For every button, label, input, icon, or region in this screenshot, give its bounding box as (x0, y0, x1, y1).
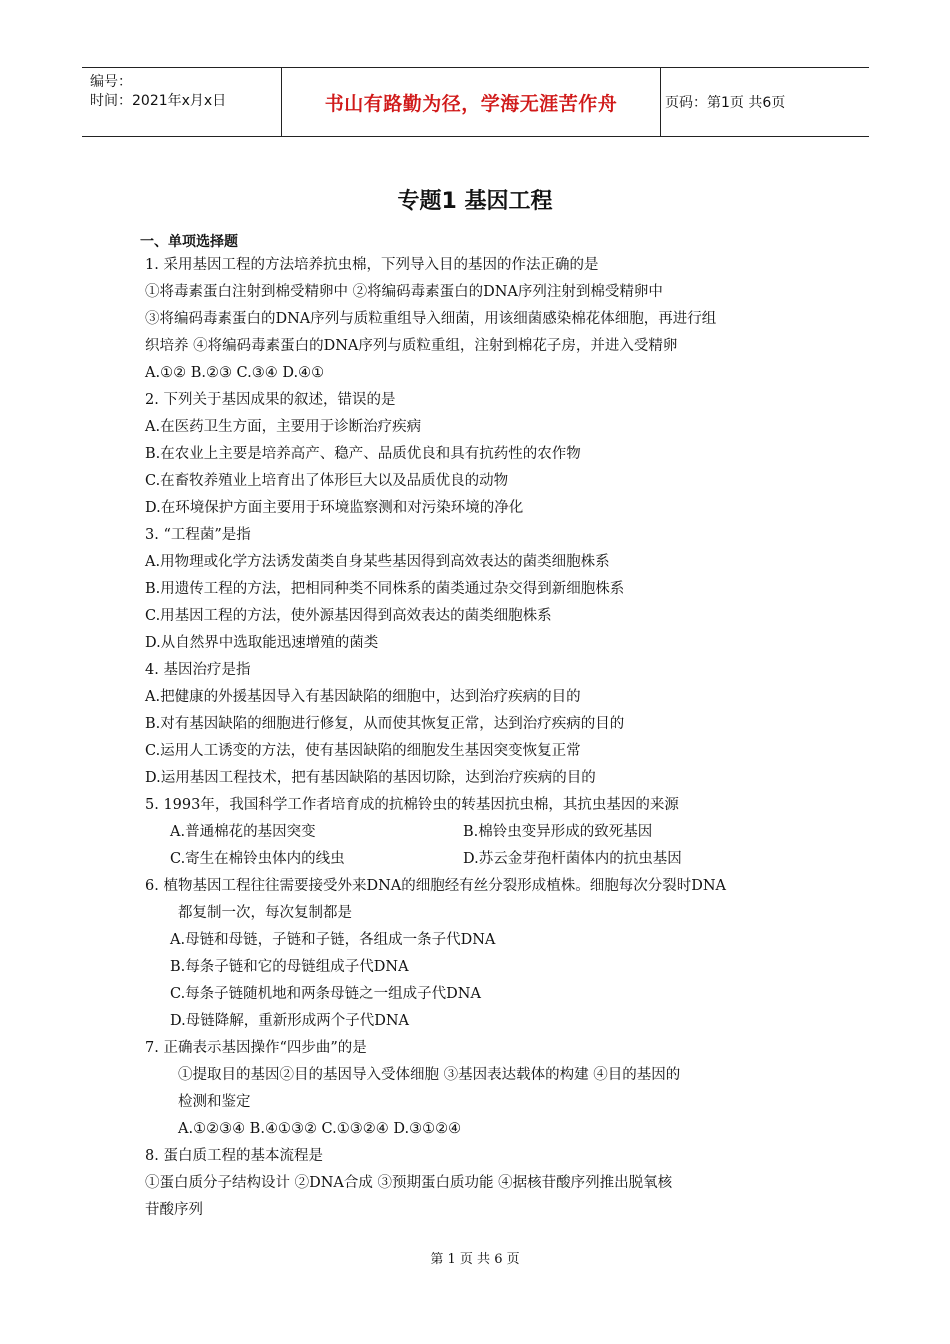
question-line: ①蛋白质分子结构设计 ②DNA合成 ③预期蛋白质功能 ④据核苷酸序列推出脱氧核 (145, 1175, 673, 1191)
question-line: 4. 基因治疗是指 (145, 662, 251, 678)
option-a: A.普通棉花的基因突变 (170, 824, 316, 840)
question-line: 5. 1993年，我国科学工作者培育成的抗棉铃虫的转基因抗虫棉，其抗虫基因的来源 (145, 797, 679, 813)
question-line: 3. “工程菌”是指 (145, 527, 251, 543)
page-label: 页码：第1页 共6页 (665, 95, 786, 111)
answer-options: A.①②③④ B.④①③② C.①③②④ D.③①②④ (178, 1121, 462, 1137)
question-line: 织培养 ④将编码毒素蛋白的DNA序列与质粒重组，注射到棉花子房，并进入受精卵 (145, 338, 678, 354)
question-line: B.对有基因缺陷的细胞进行修复，从而使其恢复正常，达到治疗疾病的目的 (145, 716, 625, 732)
header-page-cell (660, 68, 869, 136)
question-line: B.在农业上主要是培养高产、稳产、品质优良和具有抗药性的农作物 (145, 446, 581, 462)
question-line: 7. 正确表示基因操作“四步曲”的是 (145, 1040, 367, 1056)
question-line: ①提取目的基因②目的基因导入受体细胞 ③基因表达载体的构建 ④目的基因的 (178, 1067, 681, 1083)
question-line: 都复制一次，每次复制都是 (178, 905, 352, 921)
section-heading: 一、单项选择题 (140, 234, 238, 250)
header-motto-cell (281, 68, 661, 136)
question-line: D.在环境保护方面主要用于环境监察测和对污染环境的净化 (145, 500, 524, 516)
motto: 书山有路勤为径，学海无涯苦作舟 (324, 92, 618, 115)
option-d: D.母链降解，重新形成两个子代DNA (170, 1013, 410, 1029)
question-line: A.用物理或化学方法诱发菌类自身某些基因得到高效表达的菌类细胞株系 (145, 554, 610, 570)
option-c: C.寄生在棉铃虫体内的线虫 (170, 851, 345, 867)
question-line: 2. 下列关于基因成果的叙述，错误的是 (145, 392, 396, 408)
question-line: ③将编码毒素蛋白的DNA序列与质粒重组导入细菌，用该细菌感染棉花体细胞，再进行组 (145, 311, 717, 327)
question-line: 苷酸序列 (145, 1202, 203, 1218)
option-a: A.母链和母链，子链和子链，各组成一条子代DNA (170, 932, 496, 948)
option-b: B.棉铃虫变异形成的致死基因 (463, 824, 653, 840)
question-line: A.把健康的外援基因导入有基因缺陷的细胞中，达到治疗疾病的目的 (145, 689, 581, 705)
question-line: 检测和鉴定 (178, 1094, 251, 1110)
option-c: C.每条子链随机地和两条母链之一组成子代DNA (170, 986, 481, 1002)
option-b: B.每条子链和它的母链组成子代DNA (170, 959, 409, 975)
question-line: 6. 植物基因工程往往需要接受外来DNA的细胞经有丝分裂形成植株。细胞每次分裂时DNA (145, 878, 727, 894)
header-info (82, 68, 281, 136)
question-line: C.在畜牧养殖业上培育出了体形巨大以及品质优良的动物 (145, 473, 509, 489)
question-line: ①将毒素蛋白注射到棉受精卵中 ②将编码毒素蛋白的DNA序列注射到棉受精卵中 (145, 284, 663, 300)
option-d: D.苏云金芽孢杆菌体内的抗虫基因 (463, 851, 682, 867)
question-line: B.用遗传工程的方法，把相同种类不同株系的菌类通过杂交得到新细胞株系 (145, 581, 625, 597)
question-line: 1. 采用基因工程的方法培养抗虫棉，下列导入目的基因的作法正确的是 (145, 257, 599, 273)
question-line: C.用基因工程的方法，使外源基因得到高效表达的菌类细胞株系 (145, 608, 552, 624)
number-label: 编号： (90, 74, 132, 90)
page-footer: 第 1 页 共 6 页 (430, 1252, 520, 1267)
time-label: 时间：2021年x月x日 (90, 93, 227, 109)
question-line: 8. 蛋白质工程的基本流程是 (145, 1148, 323, 1164)
question-line: C.运用人工诱变的方法，使有基因缺陷的细胞发生基因突变恢复正常 (145, 743, 581, 759)
page-header (82, 67, 869, 137)
question-line: D.运用基因工程技术，把有基因缺陷的基因切除，达到治疗疾病的目的 (145, 770, 596, 786)
answer-options: A.①② B.②③ C.③④ D.④① (145, 365, 325, 381)
document-title: 专题1 基因工程 (397, 189, 553, 214)
question-line: A.在医药卫生方面，主要用于诊断治疗疾病 (145, 419, 422, 435)
question-line: D.从自然界中选取能迅速增殖的菌类 (145, 635, 379, 651)
